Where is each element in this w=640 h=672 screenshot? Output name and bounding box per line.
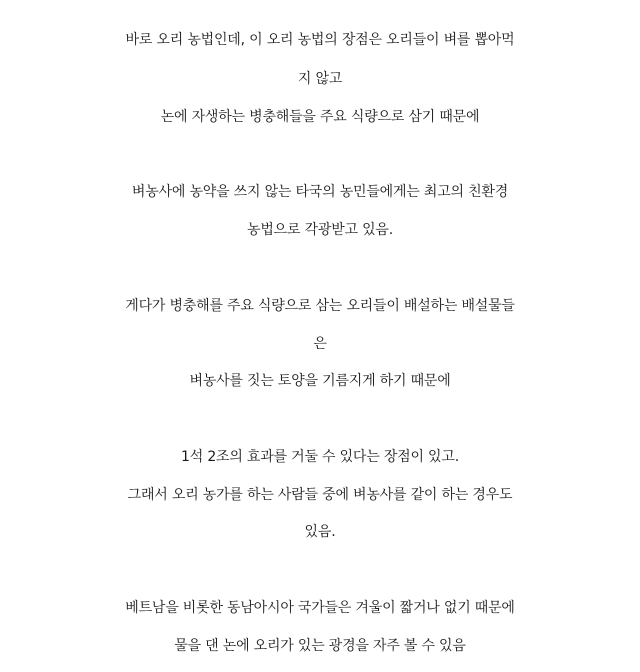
text-line: 벼농사에 농약을 쓰지 않는 타국의 농민들에게는 최고의 친환경	[131, 184, 509, 200]
text-line: 지 않고	[297, 71, 343, 87]
text-line: 논에 자생하는 병충해들을 주요 식량으로 삼기 때문에	[160, 109, 480, 125]
text-line: 물을 댄 논에 오리가 있는 광경을 자주 볼 수 있음	[174, 638, 466, 654]
text-line: 은	[313, 336, 327, 352]
text-line: 있음.	[304, 524, 336, 540]
text-line: 벼농사를 짓는 토양을 기름지게 하기 때문에	[189, 373, 451, 389]
text-line: 베트남을 비롯한 동남아시아 국가들은 겨울이 짧거나 없기 때문에	[125, 600, 515, 616]
text-line: 농법으로 각광받고 있음.	[247, 222, 393, 238]
text-line: 게다가 병충해를 주요 식량으로 삼는 오리들이 배설하는 배설물들	[125, 298, 515, 314]
text-line: 1석 2조의 효과를 거둘 수 있다는 장점이 있고.	[181, 449, 459, 465]
text-line: 그래서 오리 농가를 하는 사람들 중에 벼농사를 같이 하는 경우도	[127, 487, 513, 503]
text-line: 바로 오리 농법인데, 이 오리 농법의 장점은 오리들이 벼를 뽑아먹	[125, 32, 515, 48]
